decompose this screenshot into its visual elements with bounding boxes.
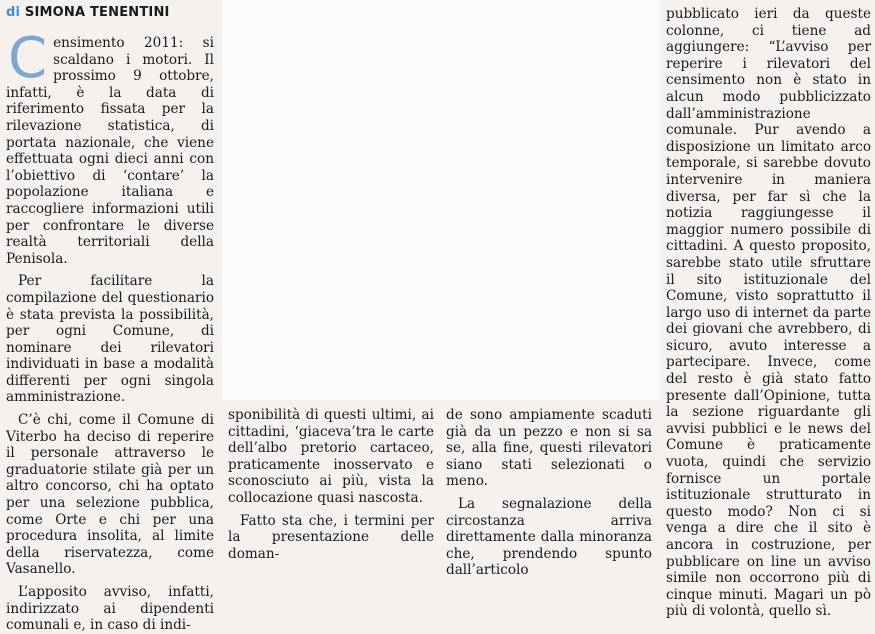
article-column-2 bbox=[228, 407, 434, 562]
article-column-1 bbox=[6, 26, 214, 634]
article-paragraph: de sono ampiamente scaduti già da un pezzo e non si sa se, alla fine, questi rilevatori siano stati selezionati o meno. bbox=[446, 407, 652, 490]
article-paragraph: C’è chi, come il Comune di Viterbo ha deciso di reperire il personale attraverso le graduatorie stilate già per un altro concorso, chi ha optato per una selezione pubblica, come Orte e chi per una procedura insolita, al limite della riservatezza, come Vasanello. bbox=[6, 412, 214, 578]
article-paragraph: pubblicato ieri da queste colonne, ci tiene ad aggiungere: “L’avviso per reperire i rilevatori del censimento non è stato in alcun modo pubblicizzato dall’amministrazione comunale. Pur avendo a disposizione un limitato arco temporale, si sarebbe dovuto intervenire in maniera diversa, per far sì che la notizia raggiungesse il maggior numero possibile di cittadini. A questo proposito, sarebbe stato utile sfruttare il sito istituzionale del Comune, visto soprattutto il largo uso di internet da parte dei giovani che avrebbero, di sicuro, avuto interesse a partecipare. Invece, come del resto è già stato fatto presente dall’Opinione, tutta la sezione riguardante gli avvisi pubblici e le news del Comune è praticamente vuota, quindi che servizio fornisce un portale istituzionale strutturato in questo modo? Non ci si venga a dire che il sito è ancora in costruzione, per pubblicare on line un avviso simile non occorrono più di cinque minuti. Magari un pò più di volontà, quello sì. bbox=[666, 6, 871, 620]
article-paragraph: La segnalazione della circostanza arriva direttamente dalla minoranza che, prendendo spunto dall’articolo bbox=[446, 495, 652, 579]
article-paragraph: L’apposito avviso, infatti, indirizzato ai dipendenti comunali e, in caso di indi- bbox=[6, 584, 214, 634]
article-column-4 bbox=[666, 6, 871, 620]
byline-author: SIMONA TENENTINI bbox=[24, 5, 170, 20]
article-paragraph: Fatto sta che, i termini per la presentazione delle doman- bbox=[228, 512, 434, 562]
article-paragraph: sponibilità di questi ultimi, ai cittadini, ‘giaceva’tra le carte dell’albo pretorio cartaceo, praticamente inosservato e sconosciuto ai più, vista la collocazione quasi nascosta. bbox=[228, 407, 434, 506]
blank-image-area bbox=[222, 0, 660, 400]
article-paragraph bbox=[6, 26, 214, 267]
article-column-3 bbox=[446, 407, 652, 579]
byline-prefix: di bbox=[6, 5, 21, 20]
byline bbox=[6, 5, 170, 20]
drop-cap: C bbox=[8, 26, 48, 91]
article-paragraph: Per facilitare la compilazione del questionario è stata prevista la possibilità, per ogni Comune, di nominare dei rilevatori individuati in base a modalità differenti per ogni singola amministrazione. bbox=[6, 273, 214, 406]
paragraph-text: ensimento 2011: si scaldano i motori. Il prossimo 9 ottobre, infatti, è la data di riferimento fissata per la rilevazione statistica, di portata nazionale, che viene effettuata ogni dieci anni con l’obiettivo di ‘contare’ la popolazione italiana e raccogliere informazioni utili per confrontare le diverse realtà territoriali della Penisola. bbox=[6, 35, 214, 267]
